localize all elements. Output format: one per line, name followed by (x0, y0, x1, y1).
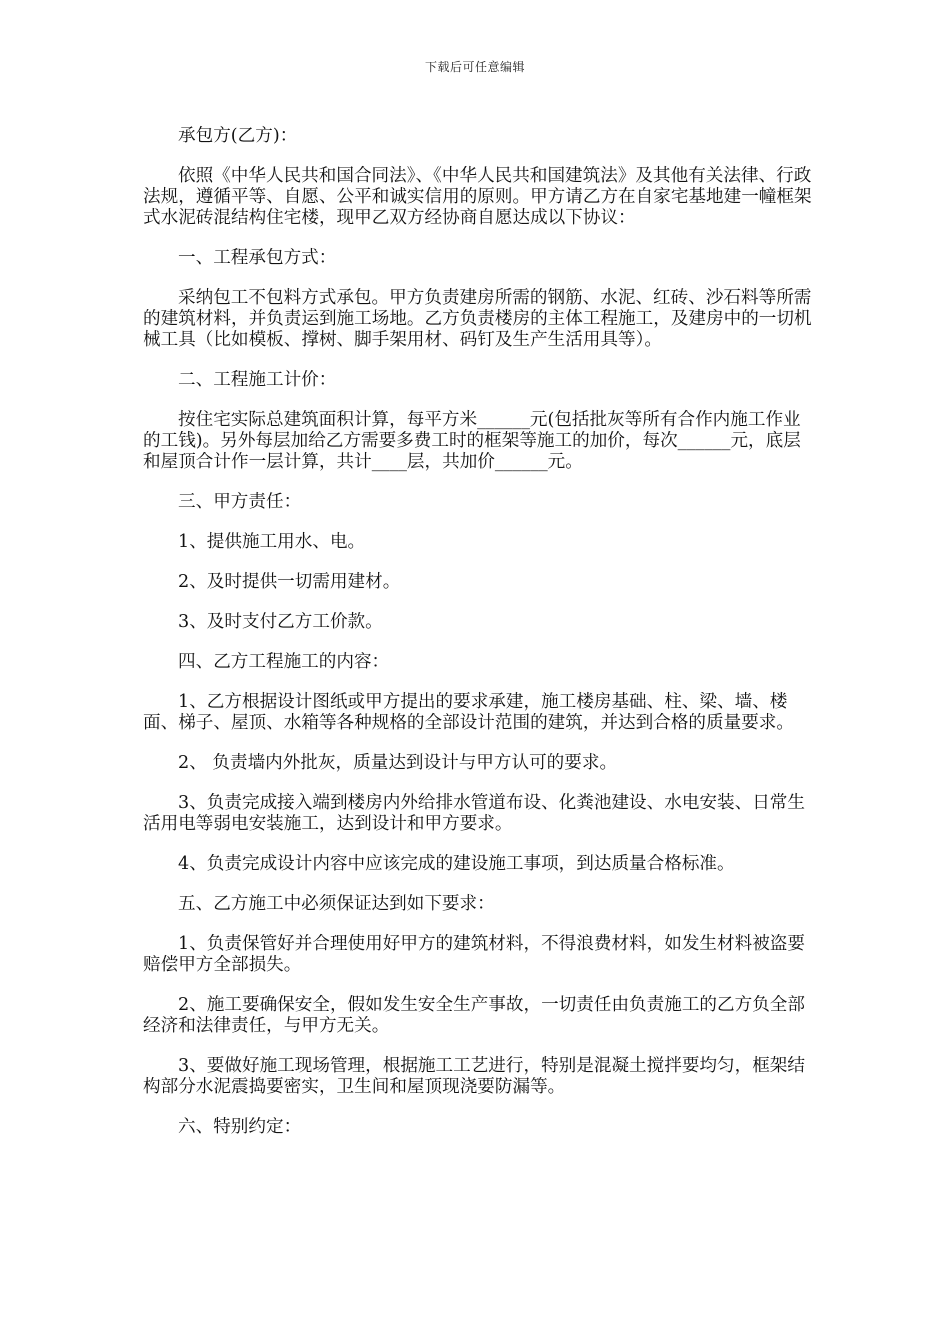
document-body (143, 126, 813, 1157)
section-4-item-1: 1、乙方根据设计图纸或甲方提出的要求承建，施工楼房基础、柱、梁、墙、楼面、梯子、屋顶、水箱等各种规格的全部设计范围的建筑，并达到合格的质量要求。 (143, 692, 794, 733)
section-3-item-3: 3、及时支付乙方工价款。 (178, 612, 383, 632)
section-heading-6: 六、特别约定： (178, 1117, 302, 1137)
section-5-item-2: 2、施工要确保安全，假如发生安全生产事故，一切责任由负责施工的乙方负全部经济和法律责任，与甲方无关。 (143, 995, 805, 1036)
section-heading-1: 一、工程承包方式： (178, 248, 337, 268)
section-heading-5: 五、乙方施工中必须保证达到如下要求： (178, 894, 495, 914)
section-2-body: 按住宅实际总建筑面积计算，每平方米______元(包括批灰等所有合作内施工作业的工钱)。另外每层加给乙方需要多费工时的框架等施工的加价，每次______元，底层和屋顶合计作一层计算，共计____层，共加价______元。 (143, 410, 801, 472)
section-4-item-2: 2、 负责墙内外批灰，质量达到设计与甲方认可的要求。 (178, 753, 618, 773)
section-4-item-4: 4、负责完成设计内容中应该完成的建设施工事项，到达质量合格标准。 (178, 854, 735, 874)
section-heading-4: 四、乙方工程施工的内容： (178, 652, 390, 672)
section-heading-3: 三、甲方责任： (178, 492, 302, 512)
section-5-item-3: 3、要做好施工现场管理，根据施工工艺进行，特别是混凝土搅拌要均匀，框架结构部分水泥震捣要密实，卫生间和屋顶现浇要防漏等。 (143, 1056, 805, 1097)
section-3-item-2: 2、及时提供一切需用建材。 (178, 572, 401, 592)
section-heading-2: 二、工程施工计价： (178, 370, 337, 390)
section-3-item-1: 1、提供施工用水、电。 (178, 532, 366, 552)
section-1-body: 采纳包工不包料方式承包。甲方负责建房所需的钢筋、水泥、红砖、沙石料等所需的建筑材料，并负责运到施工场地。乙方负责楼房的主体工程施工，及建房中的一切机械工具（比如模板、撑树、脚手架用材、码钉及生产生活用具等）。 (143, 288, 812, 350)
party-b-line: 承包方(乙方)： (178, 126, 298, 146)
section-5-item-1: 1、负责保管好并合理使用好甲方的建筑材料，不得浪费材料，如发生材料被盗要赔偿甲方全部损失。 (143, 934, 805, 975)
page-header-note: 下载后可任意编辑 (424, 60, 525, 74)
section-4-item-3: 3、负责完成接入端到楼房内外给排水管道布设、化粪池建设、水电安装、日常生活用电等弱电安装施工，达到设计和甲方要求。 (143, 793, 805, 834)
preamble-paragraph: 依照《中华人民共和国合同法》、《中华人民共和国建筑法》及其他有关法律、行政法规，遵循平等、自愿、公平和诚实信用的原则。甲方请乙方在自家宅基地建一幢框架式水泥砖混结构住宅楼，现甲乙双方经协商自愿达成以下协议： (143, 166, 812, 228)
